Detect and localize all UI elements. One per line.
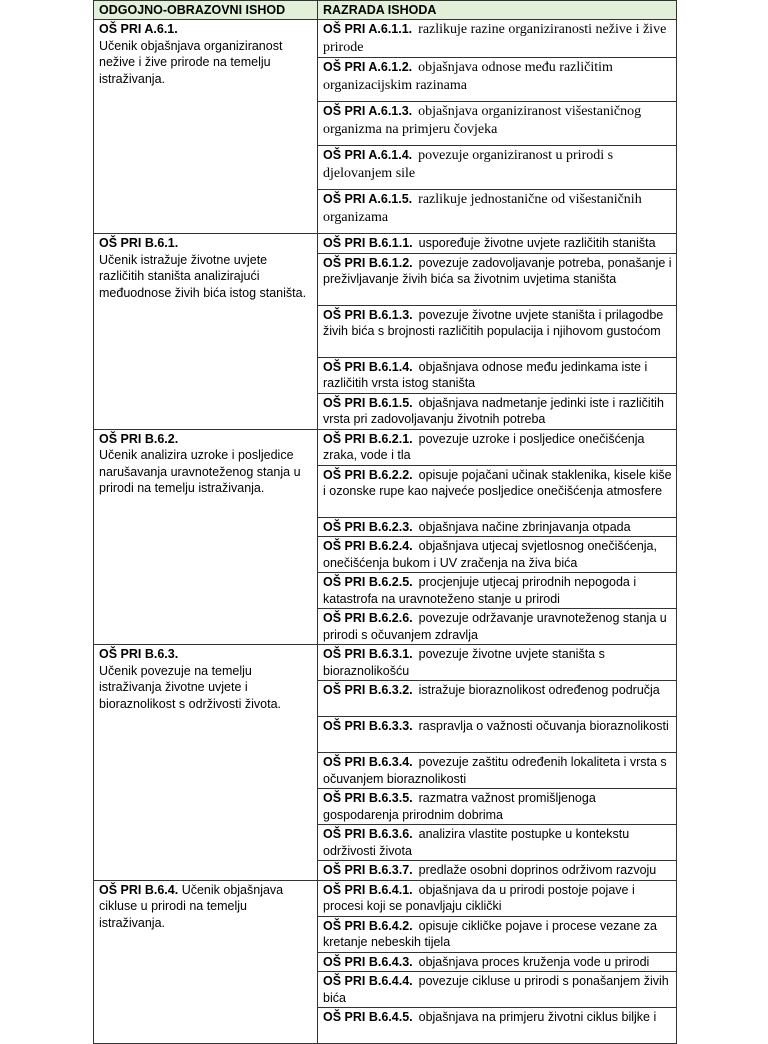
elaboration-code: OŠ PRI B.6.2.2. [323,467,413,482]
elaboration-text: objašnjava odnose među različitim organizacijskim razinama [323,60,613,93]
elaboration-code: OŠ PRI A.6.1.1. [323,22,413,36]
elaboration-cell [318,305,677,357]
elaboration-text: povezuje uzroke i posljedice onečišćenja zraka, vode i tla [323,431,645,462]
elaboration-text: povezuje organiziranost u prirodi s djelovanjem sile [323,148,614,181]
elaboration-code: OŠ PRI B.6.2.6. [323,611,413,625]
outcome-cell [94,429,318,645]
elaboration-code: OŠ PRI B.6.4.1. [323,882,413,897]
outcomes-table [93,0,677,1044]
elaboration-cell [318,681,677,717]
elaboration-code: OŠ PRI A.6.1.2. [323,60,413,74]
table-header-row [94,1,677,20]
elaboration-cell [318,465,677,517]
elaboration-text: povezuje životne uvjete staništa s bioraznolikošću [323,647,605,678]
outcome-cell [94,645,318,881]
elaboration-cell [318,146,677,190]
outcome-description: Učenik analizira uzroke i posljedice narušavanja uravnoteženog stanja u prirodi na temelju istraživanja. [99,448,301,495]
elaboration-cell [318,234,677,254]
elaboration-text: objašnjava načine zbrinjavanja otpada [418,519,631,534]
elaboration-code: OŠ PRI A.6.1.5. [323,192,413,206]
elaboration-code: OŠ PRI B.6.3.1. [323,647,413,661]
elaboration-cell [318,825,677,861]
elaboration-cell [318,573,677,609]
elaboration-code: OŠ PRI B.6.3.6. [323,827,413,841]
header-elaboration: RAZRADA ISHODA [318,1,677,20]
elaboration-cell [318,717,677,753]
elaboration-text: razmatra važnost promišljenoga gospodarenja prirodnim dobrima [323,791,596,822]
elaboration-code: OŠ PRI B.6.3.3. [323,719,413,733]
elaboration-code: OŠ PRI B.6.2.4. [323,539,413,553]
outcome-code: OŠ PRI B.6.2. [99,431,179,446]
outcome-code: OŠ PRI A.6.1. [99,22,178,36]
elaboration-text: procjenjuje utjecaj prirodnih nepogoda i katastrofa na uravnoteženo stanje u prirodi [323,575,637,606]
elaboration-code: OŠ PRI B.6.2.1. [323,431,413,446]
outcome-description: Učenik objašnjava organiziranost nežive i žive prirode na temelju istraživanja. [99,38,283,86]
elaboration-cell [318,952,677,972]
outcome-cell [94,20,318,234]
elaboration-text: uspoređuje životne uvjete različitih staništa [418,236,656,250]
outcome-code: OŠ PRI B.6.3. [99,647,179,661]
elaboration-code: OŠ PRI B.6.1.2. [323,255,413,270]
elaboration-code: OŠ PRI A.6.1.4. [323,148,413,162]
elaboration-text: objašnjava organiziranost višestaničnog organizma na primjeru čovjeka [323,104,642,137]
outcome-description: Učenik istražuje životne uvjete različitih staništa analizirajući međuodnose živih bića istog staništa. [99,252,307,300]
header-outcome: ODGOJNO-OBRAZOVNI ISHOD [94,1,318,20]
elaboration-cell [318,861,677,881]
elaboration-cell [318,609,677,645]
outcome-code: OŠ PRI B.6.1. [99,236,179,250]
elaboration-cell [318,972,677,1008]
elaboration-cell [318,429,677,465]
outcome-cell [94,880,318,1044]
elaboration-text: povezuje životne uvjete staništa i prilagodbe živih bića s brojnosti različitih populacija i njihovom gustoćom [323,307,664,338]
elaboration-cell [318,357,677,393]
elaboration-cell [318,880,677,916]
elaboration-code: OŠ PRI B.6.3.4. [323,755,413,769]
elaboration-cell [318,253,677,305]
outcome-code: OŠ PRI B.6.4. [99,882,179,897]
elaboration-text: opisuje cikličke pojave i procese vezane za kretanje nebeskih tijela [323,918,657,949]
elaboration-cell [318,1008,677,1044]
elaboration-code: OŠ PRI B.6.1.3. [323,307,413,322]
elaboration-text: istražuje bioraznolikost određenog područja [418,683,660,697]
elaboration-text: objašnjava na primjeru životni ciklus biljke i [418,1010,657,1024]
table-row [94,645,677,681]
elaboration-cell [318,537,677,573]
elaboration-cell [318,789,677,825]
elaboration-text: opisuje pojačani učinak staklenika, kisele kiše i ozonske rupe kao najveće posljedice onečišćenja atmosfere [323,467,672,498]
table-row [94,20,677,58]
elaboration-text: predlaže osobni doprinos održivom razvoju [418,863,657,877]
elaboration-text: razlikuje razine organiziranosti nežive i žive prirode [323,22,667,55]
elaboration-code: OŠ PRI B.6.1.5. [323,395,413,410]
elaboration-code: OŠ PRI B.6.1.4. [323,359,413,374]
elaboration-code: OŠ PRI B.6.4.5. [323,1010,413,1024]
elaboration-text: povezuje zaštitu određenih lokaliteta i vrsta s očuvanjem bioraznolikosti [323,755,667,786]
elaboration-code: OŠ PRI B.6.3.7. [323,863,413,877]
elaboration-code: OŠ PRI B.6.2.3. [323,519,413,534]
elaboration-code: OŠ PRI A.6.1.3. [323,104,413,118]
elaboration-cell [318,20,677,58]
elaboration-cell [318,645,677,681]
elaboration-text: objašnjava odnose među jedinkama iste i različitih vrsta istog staništa [323,359,648,390]
elaboration-code: OŠ PRI B.6.4.3. [323,954,413,969]
table-body [94,20,677,1044]
elaboration-code: OŠ PRI B.6.3.5. [323,791,413,805]
elaboration-cell [318,393,677,429]
elaboration-text: raspravlja o važnosti očuvanja bioraznolikosti [418,719,669,733]
table-row [94,880,677,916]
elaboration-text: povezuje održavanje uravnoteženog stanja u prirodi s očuvanjem zdravlja [323,611,667,642]
elaboration-cell [318,517,677,537]
elaboration-code: OŠ PRI B.6.1.1. [323,236,413,250]
outcome-cell [94,234,318,430]
outcome-description: Učenik povezuje na temelju istraživanja životne uvjete i bioraznolikost s održivosti života. [99,663,282,711]
elaboration-text: analizira vlastite postupke u kontekstu održivosti života [323,827,630,858]
elaboration-text: objašnjava da u prirodi postoje pojave i procesi koji se ponavljaju ciklički [323,882,635,913]
elaboration-text: objašnjava nadmetanje jedinki iste i različitih vrsta pri zadovoljavanju životnih potreba [323,395,664,426]
elaboration-text: razlikuje jednostanične od višestaničnih organizama [323,192,642,225]
elaboration-cell [318,916,677,952]
elaboration-code: OŠ PRI B.6.3.2. [323,683,413,697]
elaboration-text: povezuje cikluse u prirodi s ponašanjem živih bića [323,974,669,1005]
elaboration-text: objašnjava proces kruženja vode u prirodi [418,954,650,969]
outcome-description: Učenik objašnjava cikluse u prirodi na temelju istraživanja. [99,882,284,930]
elaboration-cell [318,753,677,789]
elaboration-text: objašnjava utjecaj svjetlosnog onečišćenja, onečišćenja bukom i UV zračenja na živa bića [323,539,657,570]
table-row [94,429,677,465]
elaboration-cell [318,190,677,234]
elaboration-cell [318,102,677,146]
elaboration-code: OŠ PRI B.6.4.2. [323,918,413,933]
elaboration-text: povezuje zadovoljavanje potreba, ponašanje i preživljavanje živih bića sa životnim uvjetima staništa [323,255,672,286]
table-row [94,234,677,254]
elaboration-code: OŠ PRI B.6.4.4. [323,974,413,988]
elaboration-cell [318,58,677,102]
elaboration-code: OŠ PRI B.6.2.5. [323,575,413,589]
